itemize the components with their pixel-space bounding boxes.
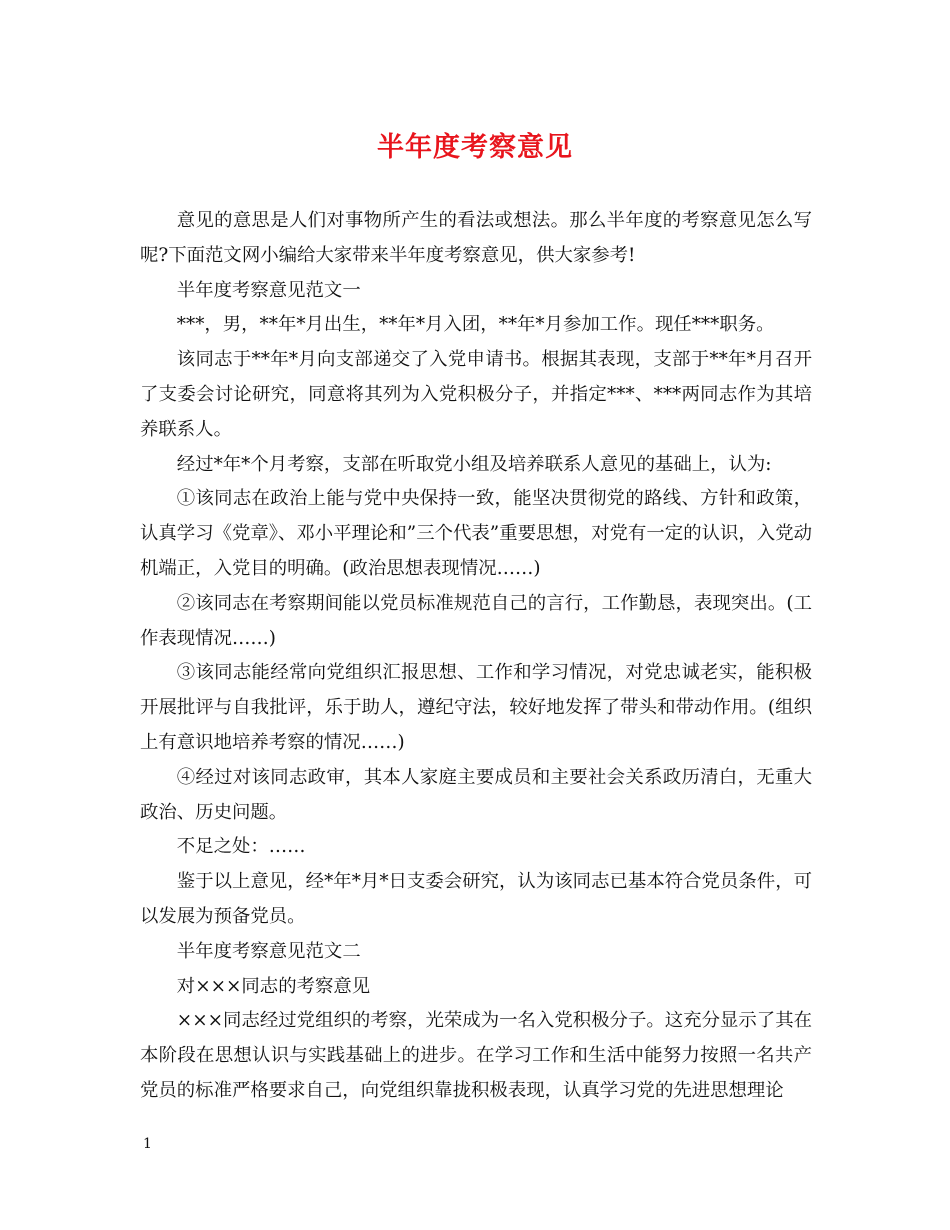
paragraph-heading-sample-one: 半年度考察意见范文一 [176,279,361,301]
paragraph-point-three: ③该同志能经常向党组织汇报思想、工作和学习情况，对党忠诚老实，能积极开展批评与自我批评，乐于助人，遵纪守法，较好地发挥了带头和带动作用。(组织上有意识地培养考察的情况……) [140,662,812,753]
paragraph-subheading: 对×××同志的考察意见 [176,975,371,997]
paragraph-shortcomings: 不足之处：…… [176,836,306,858]
paragraph-heading-sample-two: 半年度考察意见范文二 [176,940,361,962]
paragraph-point-two: ②该同志在考察期间能以党员标准规范自己的言行，工作勤恳，表现突出。(工作表现情况……) [140,592,812,649]
paragraph-intro: 意见的意思是人们对事物所产生的看法或想法。那么半年度的考察意见怎么写呢?下面范文网小编给大家带来半年度考察意见，供大家参考! [140,210,812,266]
paragraph-conclusion: 鉴于以上意见，经*年*月*日支委会研究，认为该同志已基本符合党员条件，可以发展为预备党员。 [140,871,812,927]
page-number: 1 [143,1136,152,1152]
paragraph-point-four: ④经过对该同志政审，其本人家庭主要成员和主要社会关系政历清白，无重大政治、历史问题。 [140,766,812,823]
paragraph-sample-two-body: ×××同志经过党组织的考察，光荣成为一名入党积极分子。这充分显示了其在本阶段在思想认识与实践基础上的进步。在学习工作和生活中能努力按照一名共产党员的标准严格要求自己，向党组织靠拢积极表现，认真学习党的先进思想理论 [140,1010,812,1101]
paragraph-point-one: ①该同志在政治上能与党中央保持一致，能坚决贯彻党的路线、方针和政策，认真学习《党章》、邓小平理论和”三个代表”重要思想，对党有一定的认识，入党动机端正，入党目的明确。(政治思想表现情况……) [140,488,812,579]
paragraph-application: 该同志于**年*月向支部递交了入党申请书。根据其表现，支部于**年*月召开了支委会讨论研究，同意将其列为入党积极分子，并指定***、***两同志作为其培养联系人。 [140,349,812,440]
paragraph-personal-info: ***，男，**年*月出生，**年*月入团，**年*月参加工作。现任***职务。 [176,314,775,336]
document-body [140,204,812,1109]
document-title: 半年度考察意见 [377,132,573,163]
paragraph-assessment-intro: 经过*年*个月考察，支部在听取党小组及培养联系人意见的基础上，认为: [176,453,772,475]
